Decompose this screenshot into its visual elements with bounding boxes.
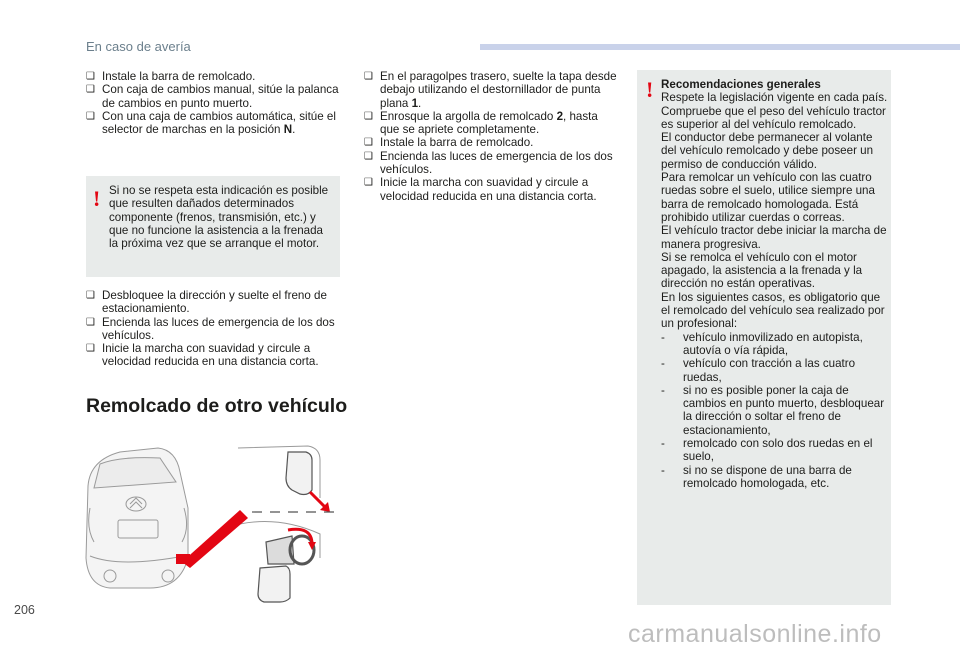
list-item: ❑ Inicie la marcha con suavidad y circule a velocidad reducida en una distancia corta. bbox=[86, 342, 319, 369]
towing-eye-illustration bbox=[80, 438, 342, 610]
list-item: - remolcado con solo dos ruedas en el suelo, bbox=[661, 437, 873, 464]
paragraph: Para remolcar un vehículo con las cuatro ruedas sobre el suelo, utilice siempre una barra de remolcado homologada. Está prohibido utilizar cuerdas o correas. bbox=[661, 171, 875, 224]
watermark: carmanualsonline.info bbox=[628, 620, 882, 648]
list-item: ❑ Enrosque la argolla de remolcado 2, hasta que se apriete completamente. bbox=[364, 109, 598, 137]
paragraph: En los siguientes casos, es obligatorio que el remolcado del vehículo sea realizado por un profesional: bbox=[661, 290, 885, 331]
checkbox-bullet-icon: ❑ bbox=[364, 71, 373, 82]
col1-steps-bottom bbox=[86, 289, 341, 369]
checkbox-bullet-icon: ❑ bbox=[364, 150, 373, 162]
checkbox-bullet-icon: ❑ bbox=[364, 137, 373, 149]
list-item: ❑ Instale la barra de remolcado. bbox=[364, 136, 534, 150]
list-item: ❑ Inicie la marcha con suavidad y circule a velocidad reducida en una distancia corta. bbox=[364, 176, 597, 203]
checkbox-bullet-icon: ❑ bbox=[86, 316, 95, 328]
list-item: ❑ Con una caja de cambios automática, sitúe el selector de marchas en la posición N. bbox=[86, 109, 336, 137]
page-number: 206 bbox=[14, 603, 35, 617]
checkbox-bullet-icon: ❑ bbox=[364, 177, 373, 189]
list-item: ❑ Instale la barra de remolcado. bbox=[86, 70, 256, 83]
checkbox-bullet-icon: ❑ bbox=[86, 84, 95, 96]
checkbox-bullet-icon: ❑ bbox=[86, 343, 95, 355]
exclamation-warning-icon: ! bbox=[93, 186, 101, 211]
header-bar bbox=[480, 44, 960, 50]
list-item: - vehículo inmovilizado en autopista, autovía o vía rápida, bbox=[661, 330, 863, 357]
checkbox-bullet-icon: ❑ bbox=[364, 110, 373, 122]
checkbox-bullet-icon: ❑ bbox=[86, 110, 95, 122]
list-item: - si no se dispone de una barra de remolcado homologada, etc. bbox=[661, 463, 852, 490]
exclamation-warning-icon: ! bbox=[646, 77, 654, 102]
list-item: ❑ Desbloquee la dirección y suelte el freno de estacionamiento. bbox=[86, 289, 327, 316]
checkbox-bullet-icon: ❑ bbox=[86, 71, 95, 82]
list-item: ❑ Con caja de cambios manual, sitúe la palanca de cambios en punto muerto. bbox=[86, 83, 339, 110]
list-item: - si no es posible poner la caja de cambios en punto muerto, desbloquear la dirección o soltar el freno de estacionamiento, bbox=[661, 383, 885, 437]
paragraph: El vehículo tractor debe iniciar la marcha de manera progresiva. bbox=[661, 224, 887, 251]
paragraph: Respete la legislación vigente en cada país. bbox=[661, 91, 888, 105]
list-item: - vehículo con tracción a las cuatro ruedas, bbox=[661, 357, 856, 384]
checkbox-bullet-icon: ❑ bbox=[86, 290, 95, 301]
warning-text: Si no se respeta esta indicación es posible que resulten dañados determinados componente (frenos, transmisión, etc.) y que no funcione la asistencia a la frenada la próxima vez que se arranque el motor. bbox=[109, 184, 329, 251]
list-item: ❑ Encienda las luces de emergencia de los dos vehículos. bbox=[86, 315, 335, 342]
paragraph: Compruebe que el peso del vehículo tractor es superior al del vehículo remolcado. bbox=[661, 104, 886, 131]
section-title: Remolcado de otro vehículo bbox=[86, 395, 348, 417]
paragraph: Si se remolca el vehículo con el motor apagado, la asistencia a la frenada y la dirección no están operativas. bbox=[661, 250, 863, 291]
header-title: En caso de avería bbox=[86, 39, 191, 54]
recommendations-title: Recomendaciones generales bbox=[661, 78, 821, 91]
col2-steps bbox=[364, 70, 619, 203]
paragraph: El conductor debe permanecer al volante del vehículo remolcado y debe poseer un permiso de conducción válido. bbox=[661, 131, 874, 171]
list-item: ❑ Encienda las luces de emergencia de los dos vehículos. bbox=[364, 149, 613, 177]
recommendations-text bbox=[661, 78, 888, 490]
col1-steps-top bbox=[86, 70, 341, 136]
list-item: ❑ En el paragolpes trasero, suelte la tapa desde debajo utilizando el destornillador de punta plana 1. bbox=[364, 70, 617, 110]
